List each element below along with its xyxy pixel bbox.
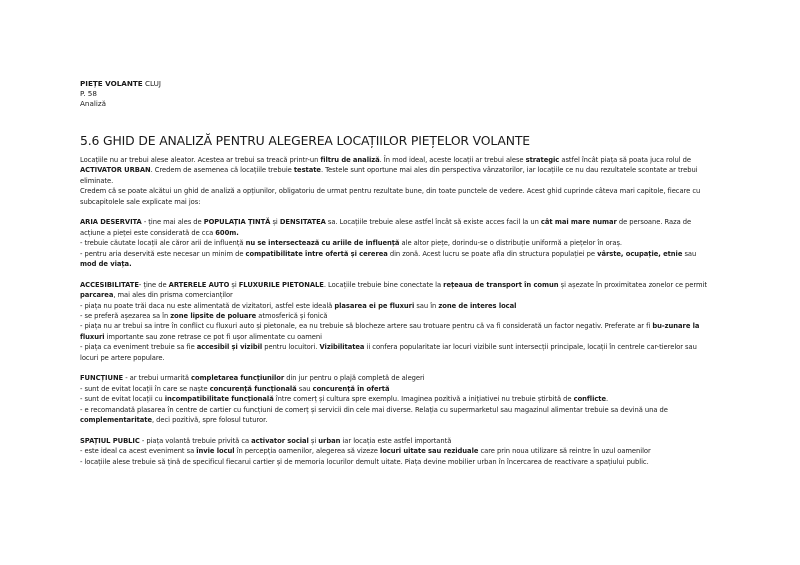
list-item: - se preferă așezarea sa în zone lipsite de poluare atmosferică și fonică <box>80 312 328 321</box>
section-heading: FUNCȚIUNE <box>80 374 124 383</box>
section-functiune: FUNCȚIUNE - ar trebui urmarită completarea funcțiunilor din jur pentru o plajă completă de alegeri - sunt de evitat locații în care se naște concurență funcțională sau concurență în ofertă - sunt de evitat locații cu incompatibilitate funcțională între comerț și cultura spre exemplu. Imaginea pozitivă a inițiativei nu trebuie știrbită de conflicte. - e recomandată plasarea în centre de cartier cu funcțiuni de comerț și servicii din cele mai diverse. Relația cu supermarketul sau magazinul alimentar trebuie sa devină una de complementaritate, deci pozitivă, spre folosul tuturor. <box>80 373 708 425</box>
intro-paragraph: Locațiile nu ar trebui alese aleator. Acestea ar trebui sa treacă printr-un filtru de analiză. În mod ideal, aceste locații ar trebui alese strategic astfel încât piața să poata juca rolul de ACTIVATOR URBAN. Credem de asemenea că locațiile trebuie testate. Testele sunt oportune mai ales din perspectiva vânzatorilor, iar locațiile ce nu dau rezultatele scontate ar trebui eliminate. <box>80 156 698 185</box>
list-item: - piața nu ar trebui sa intre în conflict cu fluxuri auto și pietonale, ea nu trebuie să blocheze artere sau trotuare pentru că va fi considerată un factor negativ. Preferate ar fi bu-zunare la fluxuri importante sau zone retrase ce pot fi ușor alimentate cu oameni <box>80 322 700 341</box>
section-aria-deservita: ARIA DESERVITA - ține mai ales de POPULAȚIA ȚINTĂ și DENSITATEA sa. Locațiile trebuie alese astfel încât să existe acces facil la un cât mai mare numar de persoane. Raza de acțiune a pieței este considerată de cca 600m. - trebuie căutate locații ale căror arii de influență nu se intersectează cu ariile de influență ale altor piețe, dorindu-se o distribuție uniformă a piețelor în oraș. - pentru aria deservită este necesar un minim de compatibilitate între ofertă și cererea din zonă. Acest lucru se poate afla din structura populației pe vârste, ocupație, etnie sau mod de viața. <box>80 217 708 269</box>
section-heading: SPAȚIUL PUBLIC <box>80 436 140 445</box>
section-spatiul-public: SPAȚIUL PUBLIC - piața volantă trebuie privită ca activator social și urban iar locația este astfel importantă - este ideal ca acest eveniment sa învie locul în percepția oamenilor, alegerea să vizeze locuri uitate sau reziduale care prin noua utilizare să reintre în uzul oamenilor - locațiile alese trebuie să țină de specificul fiecarui cartier și de memoria locurilor demult uitate. Piața devine mobilier urban în încercarea de reactivare a spațiului public. <box>80 436 708 467</box>
section-accesibilitate: ACCESIBILITATE- ține de ARTERELE AUTO și FLUXURILE PIETONALE. Locațiile trebuie bine conectate la rețeaua de transport în comun și așezate în proximitatea zonelor ce permit parcarea, mai ales din prisma comercianților - piața nu poate trăi dacа nu este alimentată de vizitatori, astfel este ideală plasarea ei pe fluxuri sau în zone de interes local - se preferă așezarea sa în zone lipsite de poluare atmosferică și fonică - piața nu ar trebui sa intre în conflict cu fluxuri auto și pietonale, ea nu trebuie să blocheze artere sau trotuare pentru că va fi considerată un factor negativ. Preferate ar fi bu-zunare la fluxuri importante sau zone retrase ce pot fi ușor alimentate cu oameni - piața ca eveniment trebuie sa fie accesibil și vizibil pentru locuitori. Vizibilitatea ii confera popularitate iar locuri vizibile sunt intersecții principale, locații în centrele car-tierelor sau locuri pe artere populare. <box>80 280 707 362</box>
page-number: P. 58 <box>80 89 97 98</box>
list-item: - pentru aria deservită este necesar un minim de compatibilitate între ofertă și cererea din zonă. Acest lucru se poate afla din structura populației pe vârste, ocupație, etnie sau mod de viața. <box>80 249 697 269</box>
list-item: - trebuie căutate locații ale căror arii de influență nu se intersectează cu ariile de influență ale altor piețe, dorindu-se o distribuție uniformă a piețelor în oraș. <box>80 239 623 248</box>
list-item: - este ideal ca acest eveniment sa învie locul în percepția oamenilor, alegerea să vizeze locuri uitate sau reziduale care prin noua utilizare să reintre în uzul oamenilor <box>80 447 651 456</box>
document-body <box>80 155 708 467</box>
list-item: - locațiile alese trebuie să țină de specificul fiecarui cartier și de memoria locurilor demult uitate. Piața devine mobilier urban în încercarea de reactivare a spațiului public. <box>80 457 649 466</box>
section-label: Analiză <box>80 99 107 108</box>
list-item: - piața nu poate trăi dacа nu este alimentată de vizitatori, astfel este ideală plasarea ei pe fluxuri sau în zone de interes local <box>80 301 517 310</box>
list-item: - e recomandată plasarea în centre de cartier cu funcțiuni de comerț și servicii din cele mai diverse. Relația cu supermarketul sau magazinul alimentar trebuie sa devină una de complementaritate, deci pozitivă, spre folosul tuturor. <box>80 405 668 425</box>
list-item: - sunt de evitat locații în care se naște concurență funcțională sau concurență în ofertă <box>80 384 390 393</box>
list-item: - piața ca eveniment trebuie sa fie accesibil și vizibil pentru locuitori. Vizibilitatea ii confera popularitate iar locuri vizibile sunt intersecții principale, locații în centrele car-tierelor sau locuri pe artere populare. <box>80 343 697 362</box>
page-header <box>80 79 161 109</box>
project-title: PIEȚE VOLANTE CLUJ <box>80 79 162 88</box>
section-heading: ACCESIBILITATE <box>80 280 139 289</box>
section-heading: ARIA DESERVITA <box>80 218 142 227</box>
intro-paragraph-2: Credem că se poate alcătui un ghid de analiză a opțiunilor, obligatoriu de urmat pentru rezultate bune, din toate punctele de vedere. Acest ghid cuprinde câteva mari capitole, fiecare cu subcapitolele sale explicate mai jos: <box>80 187 701 206</box>
chapter-title: 5.6 GHID DE ANALIZĂ PENTRU ALEGEREA LOCAȚIILOR PIEȚELOR VOLANTE <box>80 133 530 148</box>
list-item: - sunt de evitat locații cu incompatibilitate funcțională între comerț și cultura spre exemplu. Imaginea pozitivă a inițiativei nu trebuie știrbită de conflicte. <box>80 395 609 404</box>
